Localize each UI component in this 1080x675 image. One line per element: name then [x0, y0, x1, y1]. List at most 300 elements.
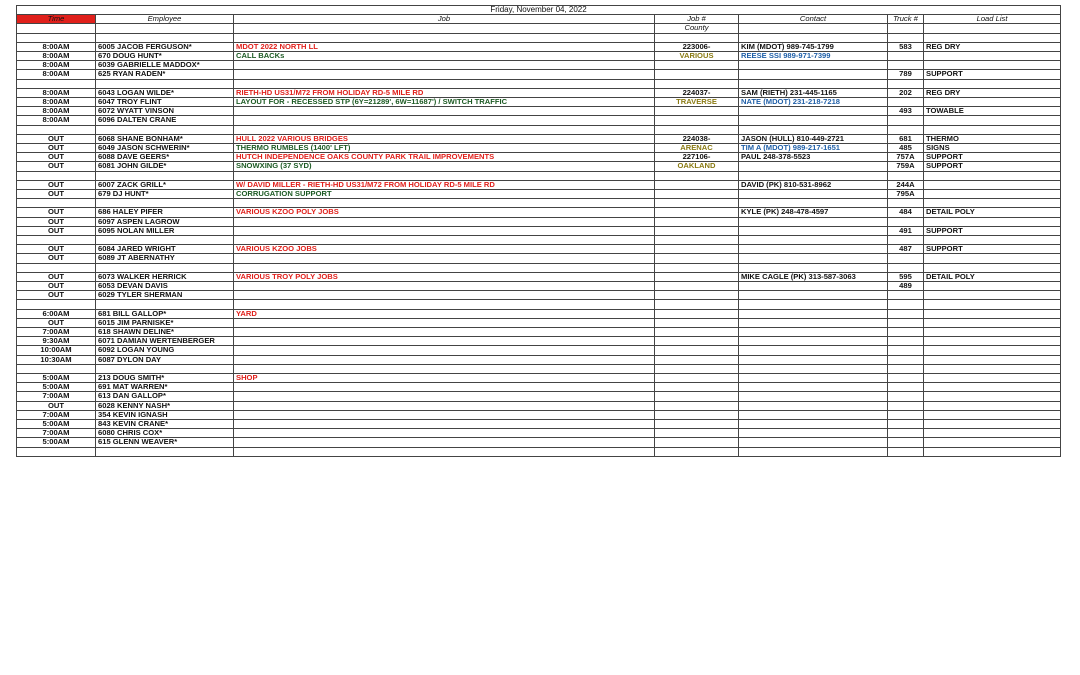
- time-cell: 7:00AM: [17, 327, 96, 336]
- job-cell: HUTCH INDEPENDENCE OAKS COUNTY PARK TRAIL IMPROVEMENTS: [234, 153, 655, 162]
- employee-cell: 213 DOUG SMITH*: [96, 373, 234, 382]
- contact-cell: [739, 226, 888, 235]
- contact-cell: [739, 318, 888, 327]
- job-cell: [234, 327, 655, 336]
- load-list-cell: [924, 254, 1061, 263]
- time-cell: OUT: [17, 281, 96, 290]
- truck-cell: [888, 263, 924, 272]
- table-row: [17, 291, 1061, 300]
- truck-cell: 493: [888, 107, 924, 116]
- job-number-cell: [655, 291, 739, 300]
- job-cell: VARIOUS KZOO JOBS: [234, 245, 655, 254]
- job-cell: [234, 226, 655, 235]
- contact-cell: [739, 438, 888, 447]
- table-row: [17, 346, 1061, 355]
- employee-cell: [96, 447, 234, 456]
- time-cell: [17, 364, 96, 373]
- contact-cell: [739, 309, 888, 318]
- employee-cell: 6039 GABRIELLE MADDOX*: [96, 61, 234, 70]
- employee-cell: 670 DOUG HUNT*: [96, 52, 234, 61]
- contact-cell: [739, 190, 888, 199]
- truck-cell: [888, 420, 924, 429]
- table-row: [17, 180, 1061, 189]
- truck-cell: [888, 116, 924, 125]
- contact-cell: TIM A (MDOT) 989-217-1651: [739, 144, 888, 153]
- job-cell: [234, 236, 655, 245]
- employee-cell: 6068 SHANE BONHAM*: [96, 134, 234, 143]
- job-number-cell: [655, 309, 739, 318]
- time-cell: [17, 447, 96, 456]
- table-row: [17, 33, 1061, 42]
- employee-cell: 6080 CHRIS COX*: [96, 429, 234, 438]
- truck-cell: 489: [888, 281, 924, 290]
- contact-cell: [739, 373, 888, 382]
- truck-cell: 595: [888, 272, 924, 281]
- load-list-cell: [924, 429, 1061, 438]
- load-list-cell: [924, 217, 1061, 226]
- table-row: [17, 327, 1061, 336]
- employee-cell: 615 GLENN WEAVER*: [96, 438, 234, 447]
- load-list-cell: SUPPORT: [924, 162, 1061, 171]
- time-cell: [17, 236, 96, 245]
- job-number-cell: [655, 236, 739, 245]
- contact-cell: KYLE (PK) 248-478-4597: [739, 208, 888, 217]
- schedule-table: [16, 5, 1061, 457]
- truck-cell: 487: [888, 245, 924, 254]
- job-number-cell: [655, 61, 739, 70]
- job-number-cell: [655, 107, 739, 116]
- load-list-cell: [924, 300, 1061, 309]
- time-cell: 8:00AM: [17, 116, 96, 125]
- contact-cell: [739, 125, 888, 134]
- job-cell: [234, 429, 655, 438]
- time-cell: [17, 171, 96, 180]
- employee-cell: 691 MAT WARREN*: [96, 383, 234, 392]
- job-cell: [234, 61, 655, 70]
- time-cell: 6:00AM: [17, 309, 96, 318]
- truck-cell: [888, 364, 924, 373]
- table-row: [17, 401, 1061, 410]
- truck-cell: [888, 383, 924, 392]
- employee-header: Employee: [96, 15, 234, 24]
- table-row: [17, 98, 1061, 107]
- load-list-cell: [924, 180, 1061, 189]
- table-row: [17, 79, 1061, 88]
- table-row: [17, 208, 1061, 217]
- contact-cell: REESE SSI 989-971-7399: [739, 52, 888, 61]
- job-number-cell: [655, 392, 739, 401]
- job-number-cell: [655, 420, 739, 429]
- job-header: Job: [234, 15, 655, 24]
- load-list-cell: [924, 410, 1061, 419]
- truck-cell: [888, 337, 924, 346]
- contact-cell: [739, 291, 888, 300]
- employee-cell: 6092 LOGAN YOUNG: [96, 346, 234, 355]
- time-header: Time: [17, 15, 96, 24]
- truck-cell: [888, 33, 924, 42]
- table-row: [17, 42, 1061, 51]
- job-cell: [234, 263, 655, 272]
- load-list-cell: DETAIL POLY: [924, 272, 1061, 281]
- time-cell: 5:00AM: [17, 373, 96, 382]
- job-cell: [234, 125, 655, 134]
- job-number-cell: [655, 116, 739, 125]
- truck-cell: 484: [888, 208, 924, 217]
- employee-cell: 686 HALEY PIFER: [96, 208, 234, 217]
- employee-cell: 6096 DALTEN CRANE: [96, 116, 234, 125]
- table-row: [17, 420, 1061, 429]
- contact-cell: SAM (RIETH) 231-445-1165: [739, 88, 888, 97]
- job-cell: [234, 364, 655, 373]
- table-row: [17, 254, 1061, 263]
- load-list-cell: [924, 346, 1061, 355]
- time-cell: 10:30AM: [17, 355, 96, 364]
- truck-cell: 583: [888, 42, 924, 51]
- job-cell: SNOWXING (37 SYD): [234, 162, 655, 171]
- truck-cell: [888, 79, 924, 88]
- time-cell: 8:00AM: [17, 70, 96, 79]
- job-number-cell: [655, 199, 739, 208]
- table-row: [17, 52, 1061, 61]
- employee-cell: [96, 171, 234, 180]
- employee-cell: 6005 JACOB FERGUSON*: [96, 42, 234, 51]
- table-row: [17, 162, 1061, 171]
- contact-cell: NATE (MDOT) 231-218-7218: [739, 98, 888, 107]
- table-row: [17, 263, 1061, 272]
- time-cell: OUT: [17, 226, 96, 235]
- sheet-date-title: Friday, November 04, 2022: [17, 6, 1061, 15]
- job-cell: [234, 107, 655, 116]
- job-number-cell: [655, 208, 739, 217]
- time-cell: OUT: [17, 180, 96, 189]
- employee-cell: 6089 JT ABERNATHY: [96, 254, 234, 263]
- time-cell: [17, 79, 96, 88]
- contact-cell: [739, 392, 888, 401]
- load-list-cell: [924, 420, 1061, 429]
- time-cell: [17, 199, 96, 208]
- job-number-cell: [655, 245, 739, 254]
- truck-cell: [888, 346, 924, 355]
- load-list-cell: SUPPORT: [924, 70, 1061, 79]
- job-number-cell: [655, 33, 739, 42]
- table-row: [17, 373, 1061, 382]
- contact-cell: MIKE CAGLE (PK) 313-587-3063: [739, 272, 888, 281]
- table-row: [17, 171, 1061, 180]
- job-cell: MDOT 2022 NORTH LL: [234, 42, 655, 51]
- job-cell: [234, 383, 655, 392]
- contact-cell: [739, 254, 888, 263]
- job-number-cell: [655, 410, 739, 419]
- employee-cell: 6071 DAMIAN WERTENBERGER: [96, 337, 234, 346]
- job-number-cell: [655, 383, 739, 392]
- load-list-cell: TOWABLE: [924, 107, 1061, 116]
- table-row: [17, 199, 1061, 208]
- contact-cell: [739, 70, 888, 79]
- table-row: [17, 61, 1061, 70]
- load-list-cell: [924, 116, 1061, 125]
- truck-cell: [888, 401, 924, 410]
- load-list-cell: [924, 291, 1061, 300]
- load-list-cell: [924, 61, 1061, 70]
- truck-cell: [888, 327, 924, 336]
- load-list-cell: DETAIL POLY: [924, 208, 1061, 217]
- job-number-cell: [655, 263, 739, 272]
- truck-cell: 244A: [888, 180, 924, 189]
- load-list-cell: THERMO: [924, 134, 1061, 143]
- load-list-cell: [924, 125, 1061, 134]
- table-row: [17, 447, 1061, 456]
- contact-cell: [739, 355, 888, 364]
- employee-cell: 679 DJ HUNT*: [96, 190, 234, 199]
- employee-cell: [96, 79, 234, 88]
- truck-cell: [888, 373, 924, 382]
- load-list-cell: [924, 190, 1061, 199]
- time-cell: OUT: [17, 401, 96, 410]
- load-list-cell: [924, 263, 1061, 272]
- load-list-cell: [924, 98, 1061, 107]
- job-number-cell: [655, 254, 739, 263]
- job-cell: [234, 392, 655, 401]
- table-row: [17, 134, 1061, 143]
- load-list-cell: [924, 199, 1061, 208]
- table-row: [17, 392, 1061, 401]
- truck-cell: 789: [888, 70, 924, 79]
- contact-cell: [739, 33, 888, 42]
- truck-cell: [888, 217, 924, 226]
- job-cell: [234, 33, 655, 42]
- table-row: [17, 383, 1061, 392]
- job-number-cell: [655, 346, 739, 355]
- load-list-cell: [924, 401, 1061, 410]
- employee-cell: 6015 JIM PARNISKE*: [96, 318, 234, 327]
- load-list-cell: [924, 318, 1061, 327]
- job-cell: [234, 79, 655, 88]
- truck-cell: 681: [888, 134, 924, 143]
- table-row: [17, 309, 1061, 318]
- time-cell: 8:00AM: [17, 42, 96, 51]
- job-number-cell: [655, 79, 739, 88]
- employee-cell: [96, 263, 234, 272]
- job-number-cell: [655, 300, 739, 309]
- truck-cell: [888, 355, 924, 364]
- job-number-cell: ARENAC: [655, 144, 739, 153]
- job-number-cell: [655, 70, 739, 79]
- time-cell: 7:00AM: [17, 392, 96, 401]
- time-cell: OUT: [17, 162, 96, 171]
- truck-cell: [888, 318, 924, 327]
- load-list-cell: [924, 281, 1061, 290]
- contact-cell: [739, 383, 888, 392]
- contact-cell: [739, 281, 888, 290]
- contact-cell: [739, 327, 888, 336]
- truck-cell: [888, 254, 924, 263]
- employee-cell: 6043 LOGAN WILDE*: [96, 88, 234, 97]
- job-number-cell: [655, 401, 739, 410]
- contact-cell: [739, 107, 888, 116]
- contact-cell: KIM (MDOT) 989-745-1799: [739, 42, 888, 51]
- job-cell: RIETH-HD US31/M72 FROM HOLIDAY RD-5 MILE RD: [234, 88, 655, 97]
- employee-cell: 6029 TYLER SHERMAN: [96, 291, 234, 300]
- job-cell: [234, 447, 655, 456]
- table-row: [17, 410, 1061, 419]
- time-cell: 8:00AM: [17, 61, 96, 70]
- table-row: [17, 153, 1061, 162]
- truck-cell: 485: [888, 144, 924, 153]
- time-cell: 5:00AM: [17, 383, 96, 392]
- employee-cell: [96, 199, 234, 208]
- load-list-cell: [924, 383, 1061, 392]
- time-cell: 8:00AM: [17, 98, 96, 107]
- employee-cell: 625 RYAN RADEN*: [96, 70, 234, 79]
- job-number-header: Job #: [655, 15, 739, 24]
- time-cell: 5:00AM: [17, 420, 96, 429]
- contact-header: Contact: [739, 15, 888, 24]
- table-row: [17, 144, 1061, 153]
- job-cell: W/ DAVID MILLER - RIETH-HD US31/M72 FROM HOLIDAY RD-5 MILE RD: [234, 180, 655, 189]
- table-row: [17, 281, 1061, 290]
- job-number-cell: 227106-: [655, 153, 739, 162]
- time-cell: 7:00AM: [17, 429, 96, 438]
- contact-cell: [739, 217, 888, 226]
- load-list-cell: SUPPORT: [924, 245, 1061, 254]
- load-list-header: Load List: [924, 15, 1061, 24]
- job-number-cell: 224037-: [655, 88, 739, 97]
- truck-cell: [888, 438, 924, 447]
- load-list-cell: [924, 392, 1061, 401]
- job-number-cell: [655, 438, 739, 447]
- job-cell: [234, 281, 655, 290]
- job-number-cell: [655, 217, 739, 226]
- job-number-cell: 224038-: [655, 134, 739, 143]
- job-number-cell: [655, 281, 739, 290]
- employee-cell: 6072 WYATT VINSON: [96, 107, 234, 116]
- job-cell: [234, 291, 655, 300]
- table-row: [17, 217, 1061, 226]
- job-cell: [234, 254, 655, 263]
- job-cell: [234, 70, 655, 79]
- employee-cell: 613 DAN GALLOP*: [96, 392, 234, 401]
- time-cell: OUT: [17, 291, 96, 300]
- load-list-cell: [924, 327, 1061, 336]
- employee-cell: 6053 DEVAN DAVIS: [96, 281, 234, 290]
- contact-cell: JASON (HULL) 810-449-2721: [739, 134, 888, 143]
- time-cell: [17, 33, 96, 42]
- truck-cell: 202: [888, 88, 924, 97]
- contact-cell: [739, 79, 888, 88]
- job-cell: CALL BACKs: [234, 52, 655, 61]
- load-list-cell: [924, 447, 1061, 456]
- title-row: [17, 6, 1061, 15]
- load-list-cell: [924, 373, 1061, 382]
- truck-cell: [888, 300, 924, 309]
- time-cell: 8:00AM: [17, 107, 96, 116]
- job-cell: [234, 438, 655, 447]
- time-cell: OUT: [17, 272, 96, 281]
- time-cell: [17, 300, 96, 309]
- job-number-cell: [655, 447, 739, 456]
- job-number-cell: [655, 355, 739, 364]
- employee-cell: [96, 236, 234, 245]
- job-number-cell: OAKLAND: [655, 162, 739, 171]
- contact-cell: [739, 410, 888, 419]
- job-cell: [234, 116, 655, 125]
- time-cell: OUT: [17, 254, 96, 263]
- table-row: [17, 190, 1061, 199]
- job-cell: THERMO RUMBLES (1400' LFT): [234, 144, 655, 153]
- employee-cell: 6047 TROY FLINT: [96, 98, 234, 107]
- load-list-cell: [924, 79, 1061, 88]
- truck-cell: [888, 309, 924, 318]
- load-list-cell: [924, 355, 1061, 364]
- load-list-cell: [924, 236, 1061, 245]
- job-cell: [234, 318, 655, 327]
- time-cell: 7:00AM: [17, 410, 96, 419]
- truck-cell: [888, 236, 924, 245]
- job-cell: [234, 171, 655, 180]
- load-list-cell: SUPPORT: [924, 153, 1061, 162]
- employee-cell: 618 SHAWN DELINE*: [96, 327, 234, 336]
- job-number-cell: [655, 364, 739, 373]
- job-number-cell: [655, 226, 739, 235]
- employee-cell: 6087 DYLON DAY: [96, 355, 234, 364]
- truck-cell: [888, 61, 924, 70]
- job-cell: [234, 300, 655, 309]
- job-cell: SHOP: [234, 373, 655, 382]
- time-cell: 8:00AM: [17, 52, 96, 61]
- truck-cell: [888, 52, 924, 61]
- time-cell: OUT: [17, 217, 96, 226]
- time-cell: OUT: [17, 190, 96, 199]
- job-cell: VARIOUS KZOO POLY JOBS: [234, 208, 655, 217]
- employee-cell: 681 BILL GALLOP*: [96, 309, 234, 318]
- truck-cell: [888, 291, 924, 300]
- table-row: [17, 125, 1061, 134]
- employee-cell: 6084 JARED WRIGHT: [96, 245, 234, 254]
- job-number-cell: [655, 171, 739, 180]
- contact-cell: [739, 364, 888, 373]
- truck-cell: [888, 447, 924, 456]
- table-row: [17, 337, 1061, 346]
- job-number-cell: 223006-: [655, 42, 739, 51]
- time-cell: OUT: [17, 144, 96, 153]
- job-cell: [234, 355, 655, 364]
- contact-cell: [739, 447, 888, 456]
- job-cell: VARIOUS TROY POLY JOBS: [234, 272, 655, 281]
- contact-cell: [739, 429, 888, 438]
- truck-cell: [888, 98, 924, 107]
- truck-cell: 759A: [888, 162, 924, 171]
- job-number-cell: [655, 337, 739, 346]
- table-row: [17, 318, 1061, 327]
- table-row: [17, 107, 1061, 116]
- load-list-cell: [924, 364, 1061, 373]
- job-cell: [234, 217, 655, 226]
- job-cell: [234, 401, 655, 410]
- employee-cell: 6007 ZACK GRILL*: [96, 180, 234, 189]
- truck-cell: 795A: [888, 190, 924, 199]
- job-cell: [234, 337, 655, 346]
- time-cell: OUT: [17, 153, 96, 162]
- table-row: [17, 116, 1061, 125]
- job-number-cell: [655, 272, 739, 281]
- truck-cell: 491: [888, 226, 924, 235]
- time-cell: OUT: [17, 208, 96, 217]
- contact-cell: [739, 171, 888, 180]
- contact-cell: [739, 61, 888, 70]
- table-row: [17, 272, 1061, 281]
- time-cell: 10:00AM: [17, 346, 96, 355]
- job-cell: [234, 199, 655, 208]
